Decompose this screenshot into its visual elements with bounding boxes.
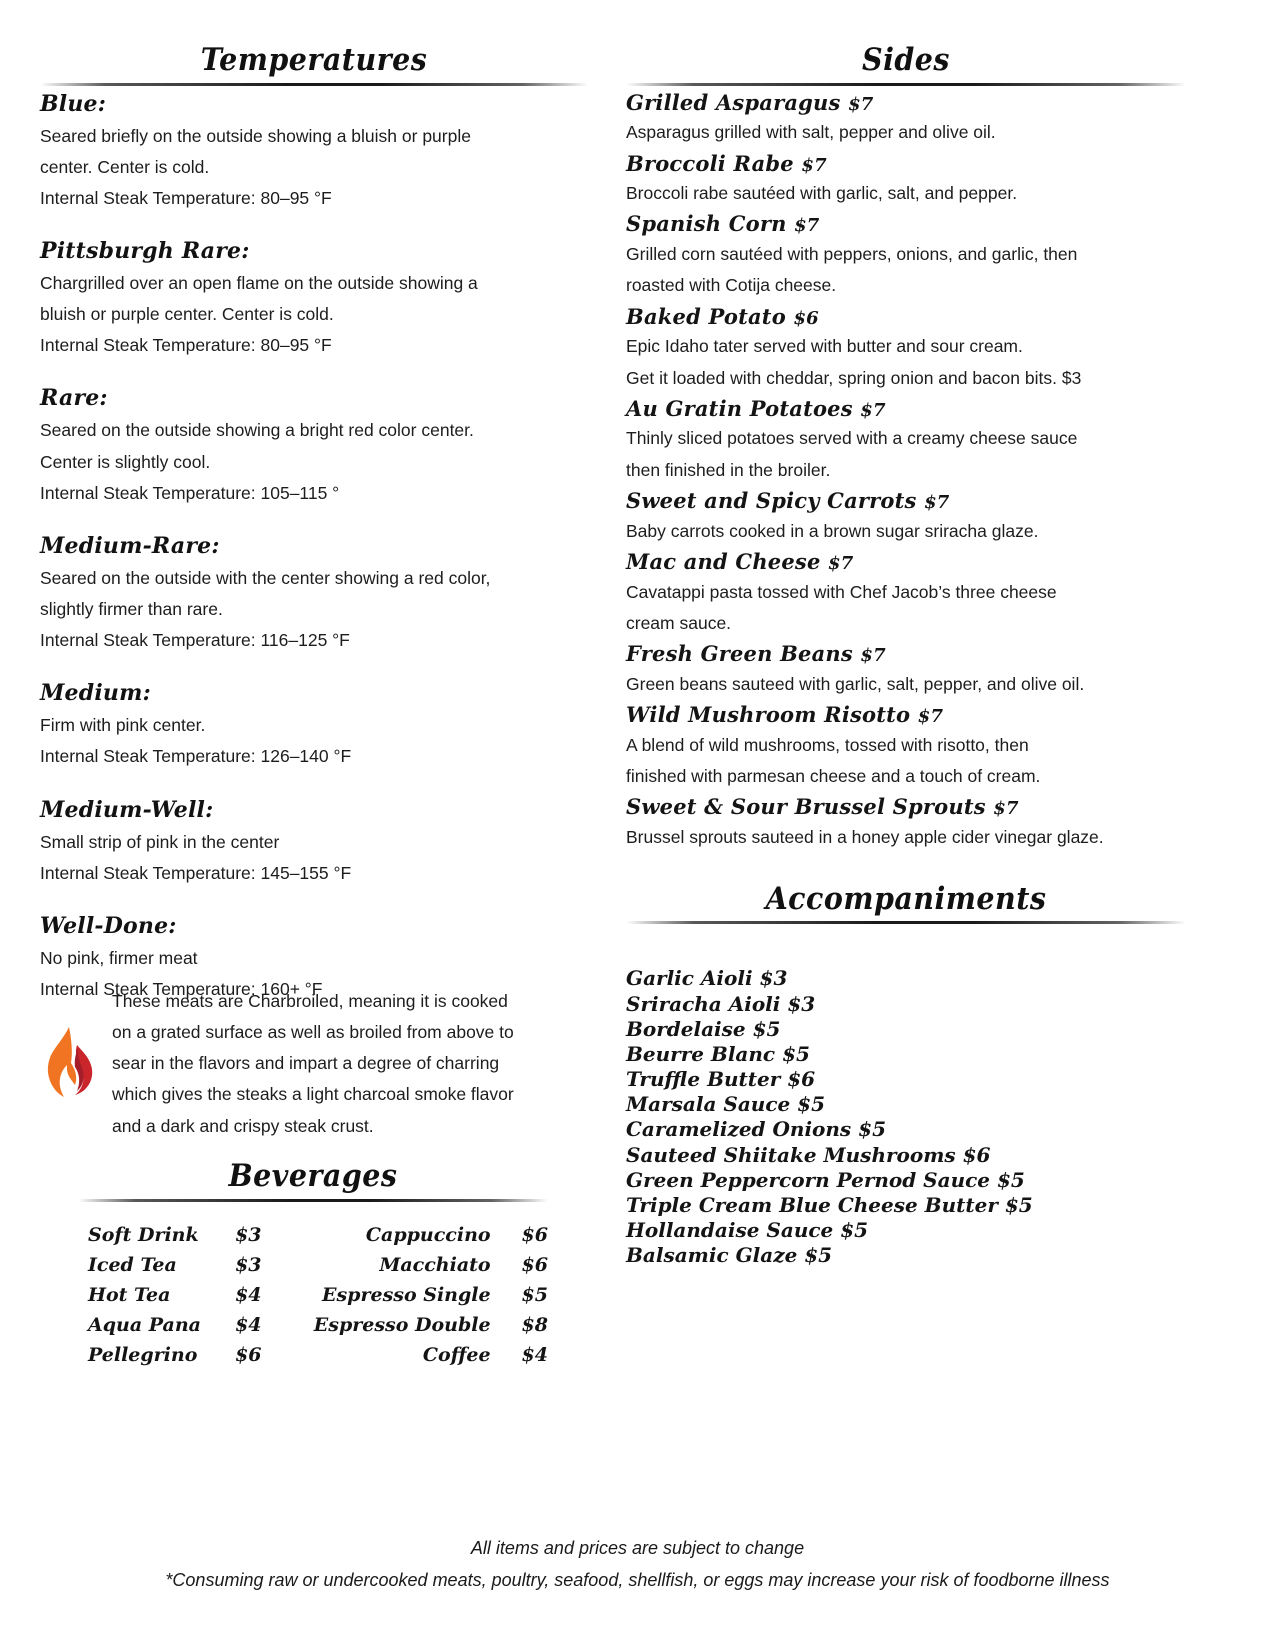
accompaniment-item: Hollandaise Sauce $5 <box>626 1218 869 1243</box>
temperature-block <box>40 88 588 214</box>
side-item-description-line: Brussel sprouts sauteed in a honey apple cider vinegar glaze. <box>626 826 1104 847</box>
temperature-detail-line: Internal Steak Temperature: 105–115 ° <box>40 482 340 503</box>
side-item <box>626 547 1186 639</box>
beverage-row <box>78 1250 548 1280</box>
beverage-name-right: Coffee <box>422 1343 491 1366</box>
side-item <box>626 302 1186 394</box>
beverage-name-right: Macchiato <box>379 1253 491 1276</box>
side-item <box>626 88 1186 149</box>
accompaniments-list <box>626 966 1186 1268</box>
side-item-price: $7 <box>794 215 820 237</box>
footer-line-1: All items and prices are subject to change <box>470 1538 805 1558</box>
left-column <box>40 44 588 1005</box>
accompaniment-item: Sriracha Aioli $3 <box>626 991 816 1016</box>
charbroil-text-line: and a dark and crispy steak crust. <box>112 1115 374 1136</box>
charbroil-note <box>40 986 588 1142</box>
side-item-description-line: Epic Idaho tater served with butter and sour cream. <box>626 336 1023 357</box>
accompaniment-item: Marsala Sauce $5 <box>626 1092 826 1117</box>
beverage-row <box>78 1310 548 1340</box>
sides-list <box>626 88 1186 853</box>
side-item-name: Sweet and Spicy Carrots <box>626 487 917 513</box>
temperature-block <box>40 235 588 361</box>
side-item-name: Fresh Green Beans <box>626 640 853 666</box>
temperature-name: Medium-Rare: <box>40 532 220 559</box>
side-item-price: $7 <box>917 705 944 727</box>
beverage-name-left: Soft Drink <box>88 1223 199 1246</box>
side-item-description-line: Green beans sauteed with garlic, salt, pepper, and olive oil. <box>626 673 1085 694</box>
temperatures-list <box>40 88 588 1006</box>
beverage-row <box>78 1220 548 1250</box>
temperature-detail-line: Small strip of pink in the center <box>40 831 280 852</box>
sides-divider <box>626 83 1186 86</box>
beverage-price-left: $4 <box>235 1283 262 1306</box>
side-item <box>626 209 1186 301</box>
beverages-divider <box>78 1199 548 1202</box>
side-item-description-line: then finished in the broiler. <box>626 459 831 480</box>
temperature-detail-line: Center is slightly cool. <box>40 451 211 472</box>
charbroil-text <box>112 986 514 1142</box>
side-item-heading <box>626 547 1186 577</box>
temperature-block <box>40 530 588 656</box>
beverage-name-left: Iced Tea <box>88 1253 177 1276</box>
charbroil-text-line: on a grated surface as well as broiled from above to <box>112 1022 514 1043</box>
side-item-price: $7 <box>860 399 886 421</box>
accompaniment-item: Bordelaise $5 <box>626 1016 781 1041</box>
temperatures-heading: Temperatures <box>200 42 428 78</box>
temperature-detail-line: Internal Steak Temperature: 126–140 °F <box>40 746 352 767</box>
side-item-description-line: Get it loaded with cheddar, spring onion and bacon bits. $3 <box>626 367 1082 388</box>
temperatures-section <box>40 44 588 1005</box>
charbroil-text-line: These meats are Charbroiled, meaning it is cooked <box>112 991 508 1011</box>
beverage-price-right: $4 <box>521 1343 548 1366</box>
side-item-description-line: roasted with Cotija cheese. <box>626 275 837 296</box>
side-item-description-line: finished with parmesan cheese and a touch of cream. <box>626 765 1041 786</box>
temperature-detail-line: bluish or purple center. Center is cold. <box>40 304 334 325</box>
accompaniment-item: Green Peppercorn Pernod Sauce $5 <box>626 1167 1025 1192</box>
side-item-heading <box>626 88 1186 118</box>
side-item-name: Grilled Asparagus <box>626 89 841 115</box>
side-item-name: Mac and Cheese <box>626 548 821 574</box>
side-item-heading <box>626 486 1186 516</box>
side-item-description-line: Grilled corn sautéed with peppers, onions, and garlic, then <box>626 244 1078 265</box>
side-item <box>626 792 1186 853</box>
temperature-detail-line: center. Center is cold. <box>40 156 210 177</box>
beverage-price-right: $8 <box>521 1313 548 1336</box>
accompaniment-item: Sauteed Shiitake Mushrooms $6 <box>626 1142 991 1167</box>
side-item-description-line: Thinly sliced potatoes served with a creamy cheese sauce <box>626 428 1078 449</box>
accompaniment-item: Beurre Blanc $5 <box>626 1041 810 1066</box>
accompaniments-divider <box>626 921 1186 924</box>
temperature-name: Medium: <box>40 680 151 707</box>
temperature-detail-line: Internal Steak Temperature: 160+ °F <box>40 978 323 999</box>
temperature-name: Pittsburgh Rare: <box>40 237 250 264</box>
side-item-heading <box>626 792 1186 822</box>
sides-section <box>626 44 1186 853</box>
temperature-name: Rare: <box>40 385 108 412</box>
side-item-price: $7 <box>993 797 1019 819</box>
side-item-heading <box>626 639 1186 669</box>
beverage-name-right: Cappuccino <box>365 1223 491 1246</box>
temperature-name: Well-Done: <box>40 912 177 939</box>
side-item-name: Au Gratin Potatoes <box>626 395 853 421</box>
temperature-detail-line: Internal Steak Temperature: 145–155 °F <box>40 862 352 883</box>
beverage-row <box>78 1280 548 1310</box>
sides-heading: Sides <box>862 42 950 78</box>
side-item <box>626 700 1186 792</box>
side-item <box>626 149 1186 210</box>
temperature-detail-line: Internal Steak Temperature: 80–95 °F <box>40 335 332 356</box>
temperature-name: Blue: <box>40 90 107 117</box>
beverage-price-right: $6 <box>521 1223 548 1246</box>
beverages-table <box>78 1220 548 1371</box>
beverage-row <box>78 1340 548 1370</box>
beverage-price-right: $5 <box>521 1283 548 1306</box>
charbroil-text-line: sear in the flavors and impart a degree of charring <box>112 1053 500 1074</box>
side-item-price: $7 <box>828 552 854 574</box>
temperature-detail-line: slightly firmer than rare. <box>40 598 223 619</box>
side-item-price: $6 <box>793 307 819 329</box>
temperature-block <box>40 382 588 508</box>
temperature-detail-line: Internal Steak Temperature: 80–95 °F <box>40 187 332 208</box>
accompaniment-item: Caramelized Onions $5 <box>626 1117 886 1142</box>
temperature-name: Medium-Well: <box>40 796 214 823</box>
accompaniment-item: Balsamic Glaze $5 <box>626 1243 833 1268</box>
side-item-price: $7 <box>860 644 886 666</box>
footer-line-2: *Consuming raw or undercooked meats, poultry, seafood, shellfish, or eggs may increase your risk of foodborne illness <box>165 1569 1110 1590</box>
side-item-heading <box>626 149 1186 179</box>
accompaniment-item: Triple Cream Blue Cheese Butter $5 <box>626 1193 1033 1218</box>
temperature-detail-line: Seared briefly on the outside showing a bluish or purple <box>40 125 471 146</box>
accompaniments-section <box>626 880 1186 1269</box>
beverages-section <box>78 1160 548 1370</box>
footer <box>0 1533 1275 1596</box>
temperature-detail-line: No pink, firmer meat <box>40 947 198 968</box>
side-item-name: Broccoli Rabe <box>626 150 794 176</box>
side-item <box>626 394 1186 486</box>
temperature-block <box>40 794 588 889</box>
right-column <box>626 44 1186 1269</box>
beverage-name-right: Espresso Double <box>313 1313 491 1336</box>
side-item-description-line: cream sauce. <box>626 612 732 633</box>
temperature-block <box>40 677 588 772</box>
side-item-name: Spanish Corn <box>626 211 787 237</box>
temperature-detail-line: Firm with pink center. <box>40 715 206 736</box>
temperatures-divider <box>40 83 588 86</box>
side-item-description-line: Asparagus grilled with salt, pepper and olive oil. <box>626 122 996 143</box>
beverage-price-left: $3 <box>235 1253 262 1276</box>
beverage-price-left: $4 <box>235 1313 262 1336</box>
side-item-name: Sweet & Sour Brussel Sprouts <box>626 793 986 819</box>
side-item <box>626 486 1186 547</box>
side-item-heading <box>626 394 1186 424</box>
temperature-detail-line: Seared on the outside showing a bright red color center. <box>40 420 474 441</box>
temperature-detail-line: Chargrilled over an open flame on the outside showing a <box>40 272 478 293</box>
side-item-price: $7 <box>924 491 950 513</box>
beverage-price-left: $6 <box>235 1343 262 1366</box>
beverage-name-left: Hot Tea <box>88 1283 171 1306</box>
side-item-heading <box>626 209 1186 239</box>
side-item-price: $7 <box>801 154 827 176</box>
side-item-name: Baked Potato <box>626 303 786 329</box>
accompaniments-heading: Accompaniments <box>765 880 1047 917</box>
beverage-name-right: Espresso Single <box>322 1283 491 1306</box>
side-item-price: $7 <box>848 93 874 115</box>
side-item-description-line: A blend of wild mushrooms, tossed with risotto, then <box>626 734 1029 755</box>
beverage-price-right: $6 <box>521 1253 548 1276</box>
beverages-heading: Beverages <box>228 1158 398 1194</box>
side-item-description-line: Baby carrots cooked in a brown sugar sriracha glaze. <box>626 520 1039 541</box>
side-item-name: Wild Mushroom Risotto <box>626 701 911 727</box>
beverage-price-left: $3 <box>235 1223 262 1246</box>
side-item-heading <box>626 302 1186 332</box>
side-item <box>626 639 1186 700</box>
side-item-heading <box>626 700 1186 730</box>
beverage-name-left: Aqua Pana <box>88 1313 201 1336</box>
beverage-name-left: Pellegrino <box>88 1343 198 1366</box>
temperature-detail-line: Internal Steak Temperature: 116–125 °F <box>40 630 350 651</box>
charbroil-text-line: which gives the steaks a light charcoal smoke flavor <box>112 1084 514 1105</box>
accompaniment-item: Garlic Aioli $3 <box>626 966 788 991</box>
accompaniment-item: Truffle Butter $6 <box>626 1067 816 1092</box>
side-item-description-line: Broccoli rabe sautéed with garlic, salt, and pepper. <box>626 183 1018 204</box>
side-item-description-line: Cavatappi pasta tossed with Chef Jacob’s three cheese <box>626 581 1057 602</box>
temperature-detail-line: Seared on the outside with the center showing a red color, <box>40 567 491 588</box>
flame-icon <box>40 1023 98 1105</box>
